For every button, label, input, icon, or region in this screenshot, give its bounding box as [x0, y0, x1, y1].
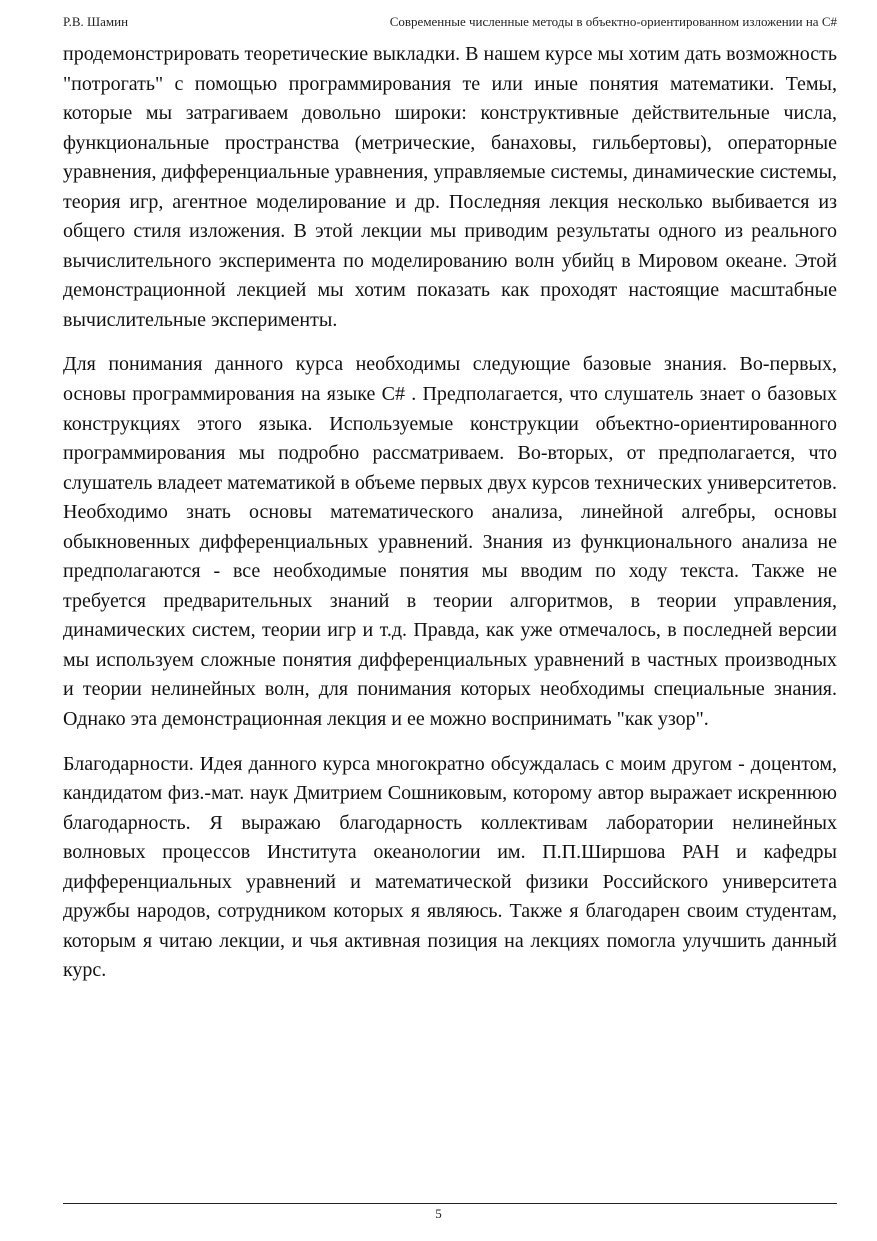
header-author: Р.В. Шамин [63, 14, 129, 29]
paragraph-prerequisites: Для понимания данного курса необходимы следующие базовые знания. Во-первых, основы программирования на языке C# . Предполагается, что слушатель знает о базовых конструкциях этого языка. Используемые конструкции объектно-ориентированного программирования мы подробно рассматриваем. Во-вторых, от предполагается, что слушатель владеет математикой в объеме первых двух курсов технических университетов. Необходимо знать основы математического анализа, линейной алгебры, основы обыкновенных дифференциальных уравнений. Знания из функционального анализа не предполагаются - все необходимые понятия мы вводим по ходу текста. Также не требуется предварительных знаний в теории алгоритмов, в теории управления, динамических систем, теории игр и т.д. Правда, как уже отмечалось, в последней версии мы используем сложные понятия дифференциальных уравнений в частных производных и теории нелинейных волн, для понимания которых необходимы специальные знания. Однако эта демонстрационная лекция и ее можно воспринимать "как узор". [63, 353, 837, 731]
paragraph-acknowledgements: Благодарности. Идея данного курса многократно обсуждалась с моим другом - доцентом, кандидатом физ.-мат. наук Дмитрием Сошниковым, которому автор выражает искреннюю благодарность. Я выражаю благодарность коллективам лаборатории нелинейных волновых процессов Института океанологии им. П.П.Ширшова РАН и кафедры дифференциальных уравнений и математической физики Российского университета дружбы народов, сотрудником которых я являюсь. Также я благодарен своим студентам, которым я читаю лекции, и чья активная позиция на лекциях помогла улучшить данный курс. [63, 752, 837, 982]
page-number: 5 [435, 1206, 442, 1221]
header-book-title: Современные численные методы в объектно-ориентированном изложении на C# [389, 14, 837, 29]
running-header [63, 14, 837, 34]
footer-divider [63, 1203, 837, 1204]
page-body [63, 40, 837, 986]
paragraph-intro-continuation: продемонстрировать теоретические выкладки. В нашем курсе мы хотим дать возможность "потрогать" с помощью программирования те или иные понятия математики. Темы, которые мы затрагиваем довольно широки: конструктивные действительные числа, функциональные пространства (метрические, банаховы, гильбертовы), операторные уравнения, дифференциальные уравнения, управляемые системы, динамические системы, теория игр, агентное моделирование и др. Последняя лекция несколько выбивается из общего стиля изложения. В этой лекции мы приводим результаты одного из реального вычислительного эксперимента по моделированию волн убийц в Мировом океане. Этой демонстрационной лекцией мы хотим показать как проходят настоящие масштабные вычислительные эксперименты. [63, 43, 837, 331]
